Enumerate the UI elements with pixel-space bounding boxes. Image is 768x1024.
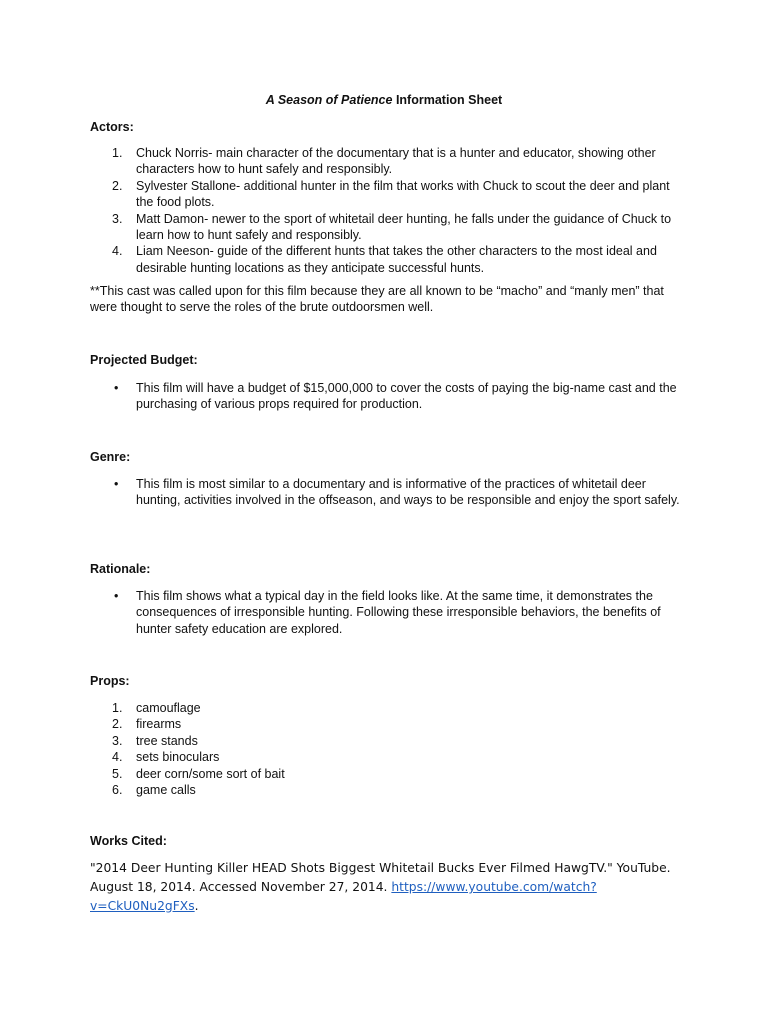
list-item — [90, 380, 690, 413]
genre-list — [90, 476, 690, 509]
props-heading: Props: — [90, 674, 130, 688]
citation-end: . — [194, 899, 199, 913]
actor-item-text: Chuck Norris- main character of the documentary that is a hunter and educator, showing other characters how to hunt safely and responsibly. — [136, 146, 656, 177]
cast-note: **This cast was called upon for this film because they are all known to be “macho” and “manly men” that were thought to serve the roles of the brute outdoorsmen well. — [90, 284, 664, 315]
prop-item-text: firearms — [136, 717, 182, 732]
prop-item-text: game calls — [136, 783, 196, 798]
list-item — [90, 588, 690, 637]
budget-heading: Projected Budget: — [90, 353, 198, 367]
prop-item-text: deer corn/some sort of bait — [136, 766, 285, 781]
rationale-heading: Rationale: — [90, 562, 151, 576]
bullet-icon: • — [114, 477, 119, 491]
citation-text: "2014 Deer Hunting Killer HEAD Shots Biggest Whitetail Bucks Ever Filmed HawgTV." YouTube. August 18, 2014. Accessed November 27, 2014. — [90, 861, 671, 894]
prop-item-text: tree stands — [136, 733, 198, 748]
bullet-icon: • — [114, 589, 119, 603]
list-item: 2. Sylvester Stallone- additional hunter in the film that works with Chuck to scout the deer and plant the food plots. — [112, 178, 670, 210]
list-item: 6. game calls — [112, 783, 196, 798]
list-item: 3. Matt Damon- newer to the sport of whitetail deer hunting, he falls under the guidance of Chuck to learn how to hunt safely and responsibly. — [112, 211, 672, 243]
list-item: 4. sets binoculars — [112, 750, 220, 765]
list-item: 1. Chuck Norris- main character of the documentary that is a hunter and educator, showing other characters how to hunt safely and responsibly. — [112, 146, 656, 177]
title-italic: A Season of Patience — [265, 93, 393, 107]
list-item: 4. Liam Neeson- guide of the different hunts that takes the other characters to the most ideal and desirable hunting locations as they anticipate successful hunts. — [112, 244, 657, 275]
actors-heading: Actors: — [90, 120, 134, 134]
citation-link[interactable]: https://www.youtube.com/watch?v=CkU0Nu2gFXs — [90, 880, 597, 913]
rationale-list — [90, 588, 690, 637]
list-item: 5. deer corn/some sort of bait — [112, 766, 285, 781]
bullet-icon: • — [114, 381, 119, 395]
budget-item-text: This film will have a budget of $15,000,000 to cover the costs of paying the big-name cast and the purchasing of various props required for production. — [136, 381, 677, 412]
actor-item-text: Sylvester Stallone- additional hunter in the film that works with Chuck to scout the deer and plant the food plots. — [136, 178, 670, 210]
prop-item-text: camouflage — [136, 701, 201, 715]
citation — [90, 859, 690, 916]
actors-list — [90, 145, 690, 276]
actor-item-text: Liam Neeson- guide of the different hunts that takes the other characters to the most ideal and desirable hunting locations as they anticipate successful hunts. — [136, 244, 657, 275]
list-item: 2. firearms — [112, 717, 182, 732]
budget-list — [90, 380, 690, 413]
list-item — [90, 476, 690, 509]
props-list — [90, 700, 690, 798]
list-item: 1. camouflage — [112, 701, 201, 715]
title-rest: Information Sheet — [392, 93, 503, 107]
genre-heading: Genre: — [90, 450, 131, 464]
genre-item-text: This film is most similar to a documentary and is informative of the practices of whitetail deer hunting, activities involved in the offseason, and ways to be responsible and enjoy the sport safely. — [136, 477, 680, 508]
rationale-item-text: This film shows what a typical day in the field looks like. At the same time, it demonstrates the consequences of irresponsible hunting. Following these irresponsible behaviors, the benefits of hunter safety education are explored. — [136, 589, 661, 636]
page-title — [0, 92, 768, 108]
actor-item-text: Matt Damon- newer to the sport of whitetail deer hunting, he falls under the guidance of Chuck to learn how to hunt safely and responsibly. — [136, 211, 672, 243]
list-item: 3. tree stands — [112, 733, 198, 748]
prop-item-text: sets binoculars — [136, 750, 220, 765]
works-cited-heading: Works Cited: — [90, 834, 167, 848]
